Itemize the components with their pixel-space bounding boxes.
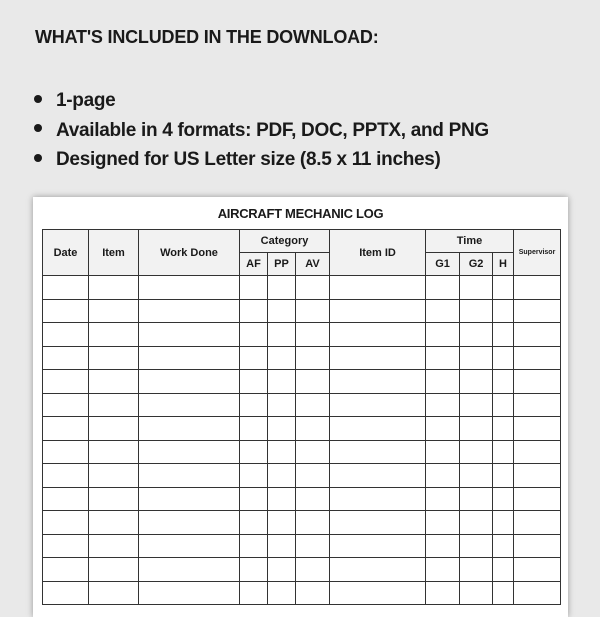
- table-cell: [268, 511, 296, 535]
- table-cell: [514, 299, 561, 323]
- table-cell: [460, 464, 493, 488]
- table-cell: [514, 487, 561, 511]
- table-cell: [240, 276, 268, 300]
- table-cell: [460, 581, 493, 605]
- table-row: [43, 558, 561, 582]
- table-row: [43, 464, 561, 488]
- table-row: [43, 534, 561, 558]
- table-cell: [296, 558, 330, 582]
- table-cell: [268, 440, 296, 464]
- table-cell: [43, 276, 89, 300]
- table-cell: [268, 487, 296, 511]
- table-cell: [139, 581, 240, 605]
- table-row: [43, 440, 561, 464]
- page-heading: WHAT'S INCLUDED IN THE DOWNLOAD:: [35, 27, 379, 47]
- bullet-icon: [34, 154, 42, 162]
- table-cell: [43, 323, 89, 347]
- table-cell: [514, 417, 561, 441]
- table-cell: [240, 440, 268, 464]
- table-cell: [89, 581, 139, 605]
- table-cell: [426, 299, 460, 323]
- table-cell: [43, 393, 89, 417]
- table-cell: [296, 534, 330, 558]
- table-cell: [330, 581, 426, 605]
- table-cell: [330, 417, 426, 441]
- table-cell: [296, 276, 330, 300]
- table-cell: [514, 534, 561, 558]
- table-cell: [139, 417, 240, 441]
- table-cell: [460, 393, 493, 417]
- bullet-icon: [34, 124, 42, 132]
- table-cell: [43, 417, 89, 441]
- table-cell: [426, 487, 460, 511]
- table-cell: [268, 534, 296, 558]
- table-cell: [460, 276, 493, 300]
- table-cell: [460, 534, 493, 558]
- table-cell: [89, 487, 139, 511]
- table-cell: [268, 417, 296, 441]
- bullet-icon: [34, 95, 42, 103]
- table-cell: [240, 581, 268, 605]
- table-row: [43, 581, 561, 605]
- table-row: [43, 299, 561, 323]
- header-pp: PP: [268, 253, 296, 276]
- table-cell: [493, 299, 514, 323]
- table-cell: [240, 558, 268, 582]
- table-cell: [493, 393, 514, 417]
- table-cell: [89, 417, 139, 441]
- table-cell: [240, 417, 268, 441]
- table-cell: [240, 534, 268, 558]
- table-cell: [43, 487, 89, 511]
- table-cell: [240, 370, 268, 394]
- table-cell: [460, 558, 493, 582]
- table-cell: [426, 346, 460, 370]
- table-cell: [139, 299, 240, 323]
- table-row: [43, 346, 561, 370]
- header-supervisor: Supervisor: [514, 230, 561, 276]
- table-cell: [268, 393, 296, 417]
- table-row: [43, 393, 561, 417]
- table-cell: [139, 276, 240, 300]
- table-cell: [139, 370, 240, 394]
- table-cell: [330, 511, 426, 535]
- table-cell: [426, 393, 460, 417]
- log-rows: [43, 276, 561, 605]
- table-cell: [514, 581, 561, 605]
- table-cell: [460, 511, 493, 535]
- table-cell: [43, 534, 89, 558]
- table-cell: [89, 276, 139, 300]
- table-cell: [493, 558, 514, 582]
- table-cell: [43, 581, 89, 605]
- table-cell: [426, 323, 460, 347]
- table-cell: [493, 417, 514, 441]
- table-cell: [460, 370, 493, 394]
- table-cell: [330, 558, 426, 582]
- table-row: [43, 487, 561, 511]
- table-cell: [139, 534, 240, 558]
- header-av: AV: [296, 253, 330, 276]
- table-cell: [139, 323, 240, 347]
- table-cell: [493, 370, 514, 394]
- table-cell: [493, 440, 514, 464]
- table-cell: [268, 370, 296, 394]
- table-cell: [460, 487, 493, 511]
- table-cell: [514, 276, 561, 300]
- table-cell: [139, 511, 240, 535]
- table-cell: [514, 558, 561, 582]
- log-table: [42, 229, 561, 605]
- table-cell: [330, 464, 426, 488]
- table-cell: [296, 487, 330, 511]
- table-cell: [43, 464, 89, 488]
- table-cell: [139, 487, 240, 511]
- table-cell: [240, 487, 268, 511]
- table-cell: [43, 299, 89, 323]
- table-cell: [514, 323, 561, 347]
- table-cell: [426, 464, 460, 488]
- table-cell: [268, 299, 296, 323]
- header-item: Item: [89, 230, 139, 276]
- table-row: [43, 417, 561, 441]
- table-cell: [139, 346, 240, 370]
- table-row: [43, 276, 561, 300]
- table-row: [43, 511, 561, 535]
- table-cell: [296, 393, 330, 417]
- table-cell: [139, 393, 240, 417]
- table-cell: [460, 417, 493, 441]
- table-cell: [460, 440, 493, 464]
- table-cell: [493, 534, 514, 558]
- table-cell: [493, 581, 514, 605]
- table-cell: [139, 440, 240, 464]
- table-cell: [330, 534, 426, 558]
- header-h: H: [493, 253, 514, 276]
- table-cell: [268, 464, 296, 488]
- header-af: AF: [240, 253, 268, 276]
- header-g1: G1: [426, 253, 460, 276]
- log-title: AIRCRAFT MECHANIC LOG: [217, 206, 384, 221]
- header-time: Time: [426, 230, 514, 253]
- table-cell: [330, 440, 426, 464]
- table-cell: [89, 558, 139, 582]
- table-cell: [493, 511, 514, 535]
- table-cell: [296, 464, 330, 488]
- table-cell: [89, 511, 139, 535]
- table-cell: [43, 370, 89, 394]
- table-cell: [460, 299, 493, 323]
- table-cell: [89, 346, 139, 370]
- table-cell: [89, 323, 139, 347]
- log-sheet-preview: [33, 197, 568, 617]
- table-row: [43, 323, 561, 347]
- table-cell: [89, 440, 139, 464]
- table-cell: [296, 370, 330, 394]
- table-cell: [330, 393, 426, 417]
- table-cell: [330, 276, 426, 300]
- list-item: [34, 86, 489, 116]
- table-cell: [89, 299, 139, 323]
- table-cell: [460, 346, 493, 370]
- header-item-id: Item ID: [330, 230, 426, 276]
- table-cell: [268, 558, 296, 582]
- table-cell: [139, 464, 240, 488]
- table-cell: [268, 276, 296, 300]
- table-cell: [426, 534, 460, 558]
- list-item-text: 1-page: [56, 90, 116, 111]
- table-cell: [296, 581, 330, 605]
- table-cell: [514, 370, 561, 394]
- header-work-done: Work Done: [139, 230, 240, 276]
- table-cell: [426, 276, 460, 300]
- table-cell: [240, 323, 268, 347]
- table-cell: [268, 346, 296, 370]
- table-cell: [330, 299, 426, 323]
- table-row: [43, 370, 561, 394]
- list-item-text: Available in 4 formats: PDF, DOC, PPTX, and PNG: [56, 119, 489, 141]
- table-cell: [296, 440, 330, 464]
- table-cell: [514, 393, 561, 417]
- list-item: [34, 145, 489, 175]
- table-cell: [43, 558, 89, 582]
- feature-list: [34, 86, 489, 175]
- table-cell: [460, 323, 493, 347]
- table-cell: [330, 487, 426, 511]
- table-cell: [139, 558, 240, 582]
- table-cell: [296, 299, 330, 323]
- list-item: [34, 116, 489, 146]
- table-cell: [240, 346, 268, 370]
- table-cell: [296, 417, 330, 441]
- table-cell: [514, 464, 561, 488]
- table-cell: [89, 370, 139, 394]
- table-cell: [330, 346, 426, 370]
- table-cell: [493, 346, 514, 370]
- table-cell: [426, 370, 460, 394]
- table-cell: [426, 440, 460, 464]
- table-cell: [296, 511, 330, 535]
- table-cell: [426, 417, 460, 441]
- table-cell: [240, 299, 268, 323]
- table-cell: [493, 487, 514, 511]
- table-cell: [514, 346, 561, 370]
- table-cell: [426, 581, 460, 605]
- table-cell: [43, 440, 89, 464]
- table-cell: [493, 276, 514, 300]
- table-cell: [296, 346, 330, 370]
- table-cell: [514, 511, 561, 535]
- header-date: Date: [43, 230, 89, 276]
- table-cell: [268, 581, 296, 605]
- table-cell: [240, 511, 268, 535]
- list-item-text: Designed for US Letter size (8.5 x 11 inches): [56, 149, 441, 170]
- table-cell: [493, 323, 514, 347]
- table-cell: [43, 511, 89, 535]
- table-cell: [89, 464, 139, 488]
- header-g2: G2: [460, 253, 493, 276]
- table-cell: [43, 346, 89, 370]
- table-cell: [330, 323, 426, 347]
- table-cell: [296, 323, 330, 347]
- table-cell: [268, 323, 296, 347]
- table-cell: [240, 464, 268, 488]
- table-cell: [240, 393, 268, 417]
- table-cell: [89, 534, 139, 558]
- table-cell: [493, 464, 514, 488]
- table-cell: [426, 558, 460, 582]
- table-cell: [89, 393, 139, 417]
- table-cell: [426, 511, 460, 535]
- table-cell: [514, 440, 561, 464]
- table-cell: [330, 370, 426, 394]
- header-category: Category: [240, 230, 330, 253]
